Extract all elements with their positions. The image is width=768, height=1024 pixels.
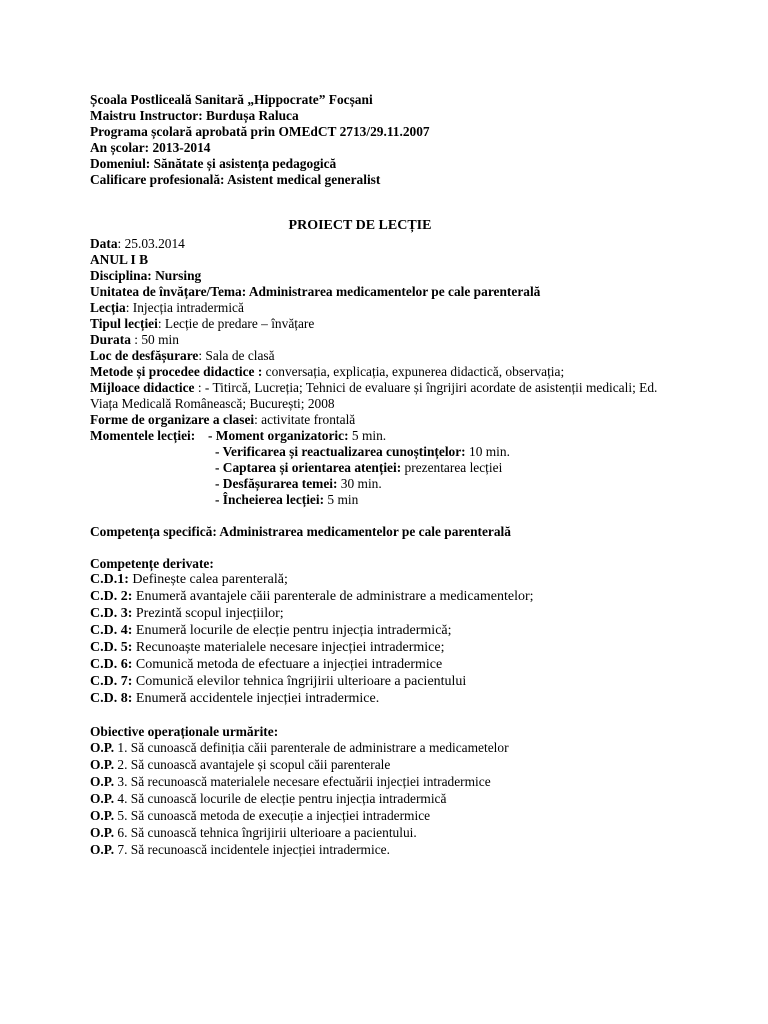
list-item [90,757,750,774]
forms-row [90,412,750,428]
lesson-label: Lecția [90,300,126,315]
forms-value: : activitate frontală [254,412,356,427]
item-code: O.P. [90,842,115,857]
type-value: : Lecție de predare – învățare [157,316,315,331]
derived-heading: Competențe derivate: [90,556,214,571]
moment-row-4 [90,476,750,492]
date-value: : 25.03.2014 [117,236,185,251]
item-code: O.P. [90,757,115,772]
spacer [90,708,750,724]
page-title: PROIECT DE LECȚIE [288,218,432,233]
lesson-meta [90,236,750,508]
moment-label: - Încheierea lecției: [215,492,325,507]
item-code: C.D. 8: [90,691,133,706]
item-code: C.D. 4: [90,623,133,638]
type-row [90,316,750,332]
list-item [90,589,750,606]
means-row [90,380,750,396]
item-code: O.P. [90,774,115,789]
objectives-heading: Obiective operaționale urmărite: [90,724,279,739]
item-text: Comunică metoda de efectuare a injecției intradermice [132,657,443,672]
moment-value: prezentarea lecției [401,460,503,475]
list-item [90,606,750,623]
header-block [90,92,750,188]
school-year: An școlar: 2013-2014 [90,140,211,155]
school-name: Școala Postliceală Sanitară „Hippocrate” Focșani [90,92,373,107]
lesson-value: : Injecția intradermică [125,300,244,315]
item-text: 1. Să cunoască definiția căii parenterale de administrare a medicametelor [114,740,509,755]
moment-label: - Desfășurarea temei: [215,476,338,491]
duration-label: Durata [90,332,131,347]
item-text: Recunoaște materialele necesare injecției intradermice; [132,640,445,655]
list-item [90,774,750,791]
methods-value: conversația, explicația, expunerea didactică, observația; [262,364,565,379]
moment-value: 5 min. [348,428,387,443]
item-code: O.P. [90,825,115,840]
item-code: C.D. 2: [90,589,133,604]
item-text: Enumeră accidentele injecției intradermice. [132,691,380,706]
list-item [90,640,750,657]
moment-row-2 [90,444,750,460]
item-text: Comunică elevilor tehnica îngrijirii ulterioare a pacientului [132,674,467,689]
list-item [90,572,750,589]
spacer [90,540,750,556]
list-item [90,825,750,842]
item-code: O.P. [90,791,115,806]
moment-row-3 [90,460,750,476]
item-code: C.D. 6: [90,657,133,672]
instructor: Maistru Instructor: Burdușa Raluca [90,108,299,123]
item-text: Enumeră locurile de elecție pentru injecția intradermică; [132,623,452,638]
item-text: 7. Să recunoască incidentele injecției intradermice. [114,842,390,857]
year-class: ANUL I B [90,252,149,267]
type-label: Tipul lecției [90,316,158,331]
moment-value: 10 min. [465,444,510,459]
objectives-list [90,740,750,859]
moment-label: - Verificarea și reactualizarea cunoștințelor: [215,444,466,459]
unit-theme: Unitatea de învățare/Tema: Administrarea medicamentelor pe cale parenterală [90,284,541,299]
discipline: Disciplina: Nursing [90,268,202,283]
moment-value: 5 min [324,492,359,507]
list-item [90,657,750,674]
place-row [90,348,750,364]
moments-label: Momentele lecției: [90,428,196,443]
item-text: 2. Să cunoască avantajele și scopul căii parenterale [114,757,391,772]
program: Programa școlară aprobată prin OMEdCT 2713/29.11.2007 [90,124,430,139]
item-text: 4. Să cunoască locurile de elecție pentru injecția intradermică [114,791,447,806]
lesson-row [90,300,750,316]
moment-label: - Captarea și orientarea atenției: [215,460,402,475]
item-text: 6. Să cunoască tehnica îngrijirii ulterioare a pacientului. [114,825,417,840]
moment-row-1 [90,428,750,444]
item-text: Definește calea parenterală; [128,572,288,587]
item-code: C.D. 5: [90,640,133,655]
place-label: Loc de desfășurare [90,348,199,363]
domain: Domeniul: Sănătate și asistența pedagogică [90,156,337,171]
spacer [90,508,750,524]
item-text: 3. Să recunoască materialele necesare efectuării injecției intradermice [114,774,491,789]
methods-row [90,364,750,380]
derived-list [90,572,750,708]
qualification: Calificare profesională: Asistent medical generalist [90,172,381,187]
moment-value: 30 min. [337,476,382,491]
list-item [90,691,750,708]
specific-competence: Competența specifică: Administrarea medicamentelor pe cale parenterală [90,524,511,539]
moment-row-5 [90,492,750,508]
duration-row [90,332,750,348]
item-code: C.D. 3: [90,606,133,621]
duration-value: : 50 min [130,332,179,347]
list-item [90,740,750,757]
item-code: O.P. [90,808,115,823]
means-row-2: Viața Medicală Românească; București; 2008 [90,396,335,411]
item-code: C.D.1: [90,572,129,587]
means-label: Mijloace didactice [90,380,195,395]
date-row [90,236,750,252]
item-text: Enumeră avantajele căii parenterale de administrare a medicamentelor; [132,589,534,604]
date-label: Data [90,236,118,251]
item-code: O.P. [90,740,115,755]
item-text: Prezintă scopul injecțiilor; [132,606,284,621]
list-item [90,791,750,808]
list-item [90,674,750,691]
forms-label: Forme de organizare a clasei [90,412,255,427]
moment-label: - Moment organizatoric: [208,428,349,443]
list-item [90,623,750,640]
list-item [90,808,750,825]
item-code: C.D. 7: [90,674,133,689]
means-value: : - Titircă, Lucreția; Tehnici de evaluare și îngrijiri acordate de asistenții medicali; Ed. [194,380,658,395]
document-page [90,92,750,859]
place-value: : Sala de clasă [198,348,275,363]
list-item [90,842,750,859]
item-text: 5. Să cunoască metoda de execuție a injecției intradermice [114,808,431,823]
methods-label: Metode și procedee didactice : [90,364,263,379]
